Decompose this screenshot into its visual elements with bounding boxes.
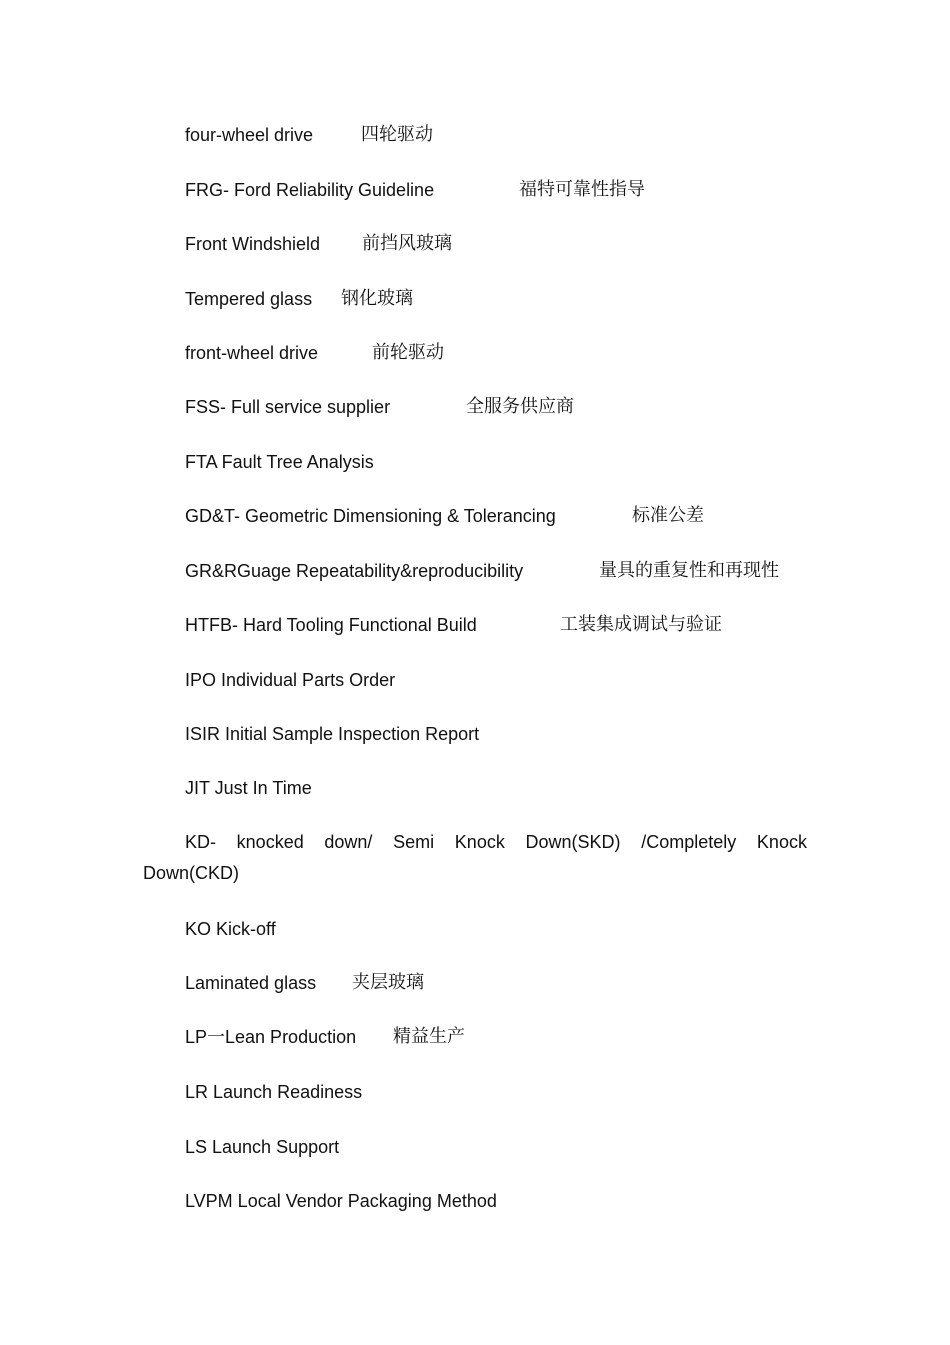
entry-translation: 标准公差 (632, 505, 704, 526)
glossary-entry (185, 560, 779, 582)
kd-word: Semi (393, 832, 435, 852)
kd-first-line (143, 827, 807, 858)
glossary-entry (185, 1190, 497, 1212)
entry-term: KO Kick-off (185, 919, 276, 939)
entry-translation: 前挡风玻璃 (362, 233, 452, 254)
glossary-entry (185, 233, 452, 255)
glossary-entry (185, 396, 574, 418)
entry-term: Front Windshield (185, 234, 321, 254)
entry-term: four-wheel drive (185, 125, 314, 145)
glossary-entry (185, 777, 312, 799)
entry-term: FSS- Full service supplier (185, 397, 391, 417)
glossary-entry (185, 288, 413, 310)
entry-translation: 精益生产 (393, 1026, 465, 1047)
entry-term: Tempered glass (185, 289, 313, 309)
entry-translation: 前轮驱动 (372, 342, 444, 363)
kd-word: KD- (185, 832, 216, 852)
glossary-entry (185, 1136, 339, 1158)
glossary-entry (185, 669, 395, 691)
entry-term: JIT Just In Time (185, 778, 312, 798)
glossary-entry (185, 723, 479, 745)
entry-term: LR Launch Readiness (185, 1082, 363, 1102)
entry-term: LS Launch Support (185, 1137, 340, 1157)
glossary-entry (185, 342, 444, 364)
glossary-entry (185, 614, 722, 636)
entry-translation: 钢化玻璃 (341, 288, 413, 309)
glossary-entry (185, 451, 374, 473)
kd-word: Knock (454, 832, 505, 852)
entry-term: ISIR Initial Sample Inspection Report (185, 724, 480, 744)
entry-translation: 工装集成调试与验证 (560, 614, 722, 635)
entry-term: FRG- Ford Reliability Guideline (185, 180, 435, 200)
entry-term: FTA Fault Tree Analysis (185, 452, 374, 472)
kd-word: knocked (236, 832, 304, 852)
kd-word: Down(SKD) (525, 832, 621, 852)
kd-word: down/ (324, 832, 373, 852)
kd-continuation: Down(CKD) (143, 863, 240, 883)
glossary-entry (185, 1026, 465, 1048)
entry-term: HTFB- Hard Tooling Functional Build (185, 615, 477, 635)
entry-term: GR&RGuage Repeatability&reproducibility (185, 561, 524, 581)
entry-term: Laminated glass (185, 973, 317, 993)
kd-word: Knock (756, 832, 807, 852)
glossary-entry (185, 124, 433, 146)
entry-term: GD&T- Geometric Dimensioning & Tolerancing (185, 506, 556, 526)
kd-word: /Completely (641, 832, 737, 852)
glossary-entry (185, 1081, 362, 1103)
entry-translation: 福特可靠性指导 (519, 179, 645, 200)
entry-translation: 全服务供应商 (466, 396, 574, 417)
glossary-entry (185, 972, 424, 994)
glossary-entry (185, 918, 276, 940)
entry-term: front-wheel drive (185, 343, 319, 363)
glossary-entry (185, 505, 704, 527)
entry-term: LVPM Local Vendor Packaging Method (185, 1191, 497, 1211)
glossary-entry-kd (143, 827, 807, 889)
entry-translation: 四轮驱动 (361, 124, 433, 145)
entry-term: IPO Individual Parts Order (185, 670, 396, 690)
entry-term: LP一Lean Production (185, 1027, 357, 1047)
entry-translation: 夹层玻璃 (352, 972, 424, 993)
glossary-entry (185, 179, 645, 201)
entry-translation: 量具的重复性和再现性 (599, 560, 779, 581)
